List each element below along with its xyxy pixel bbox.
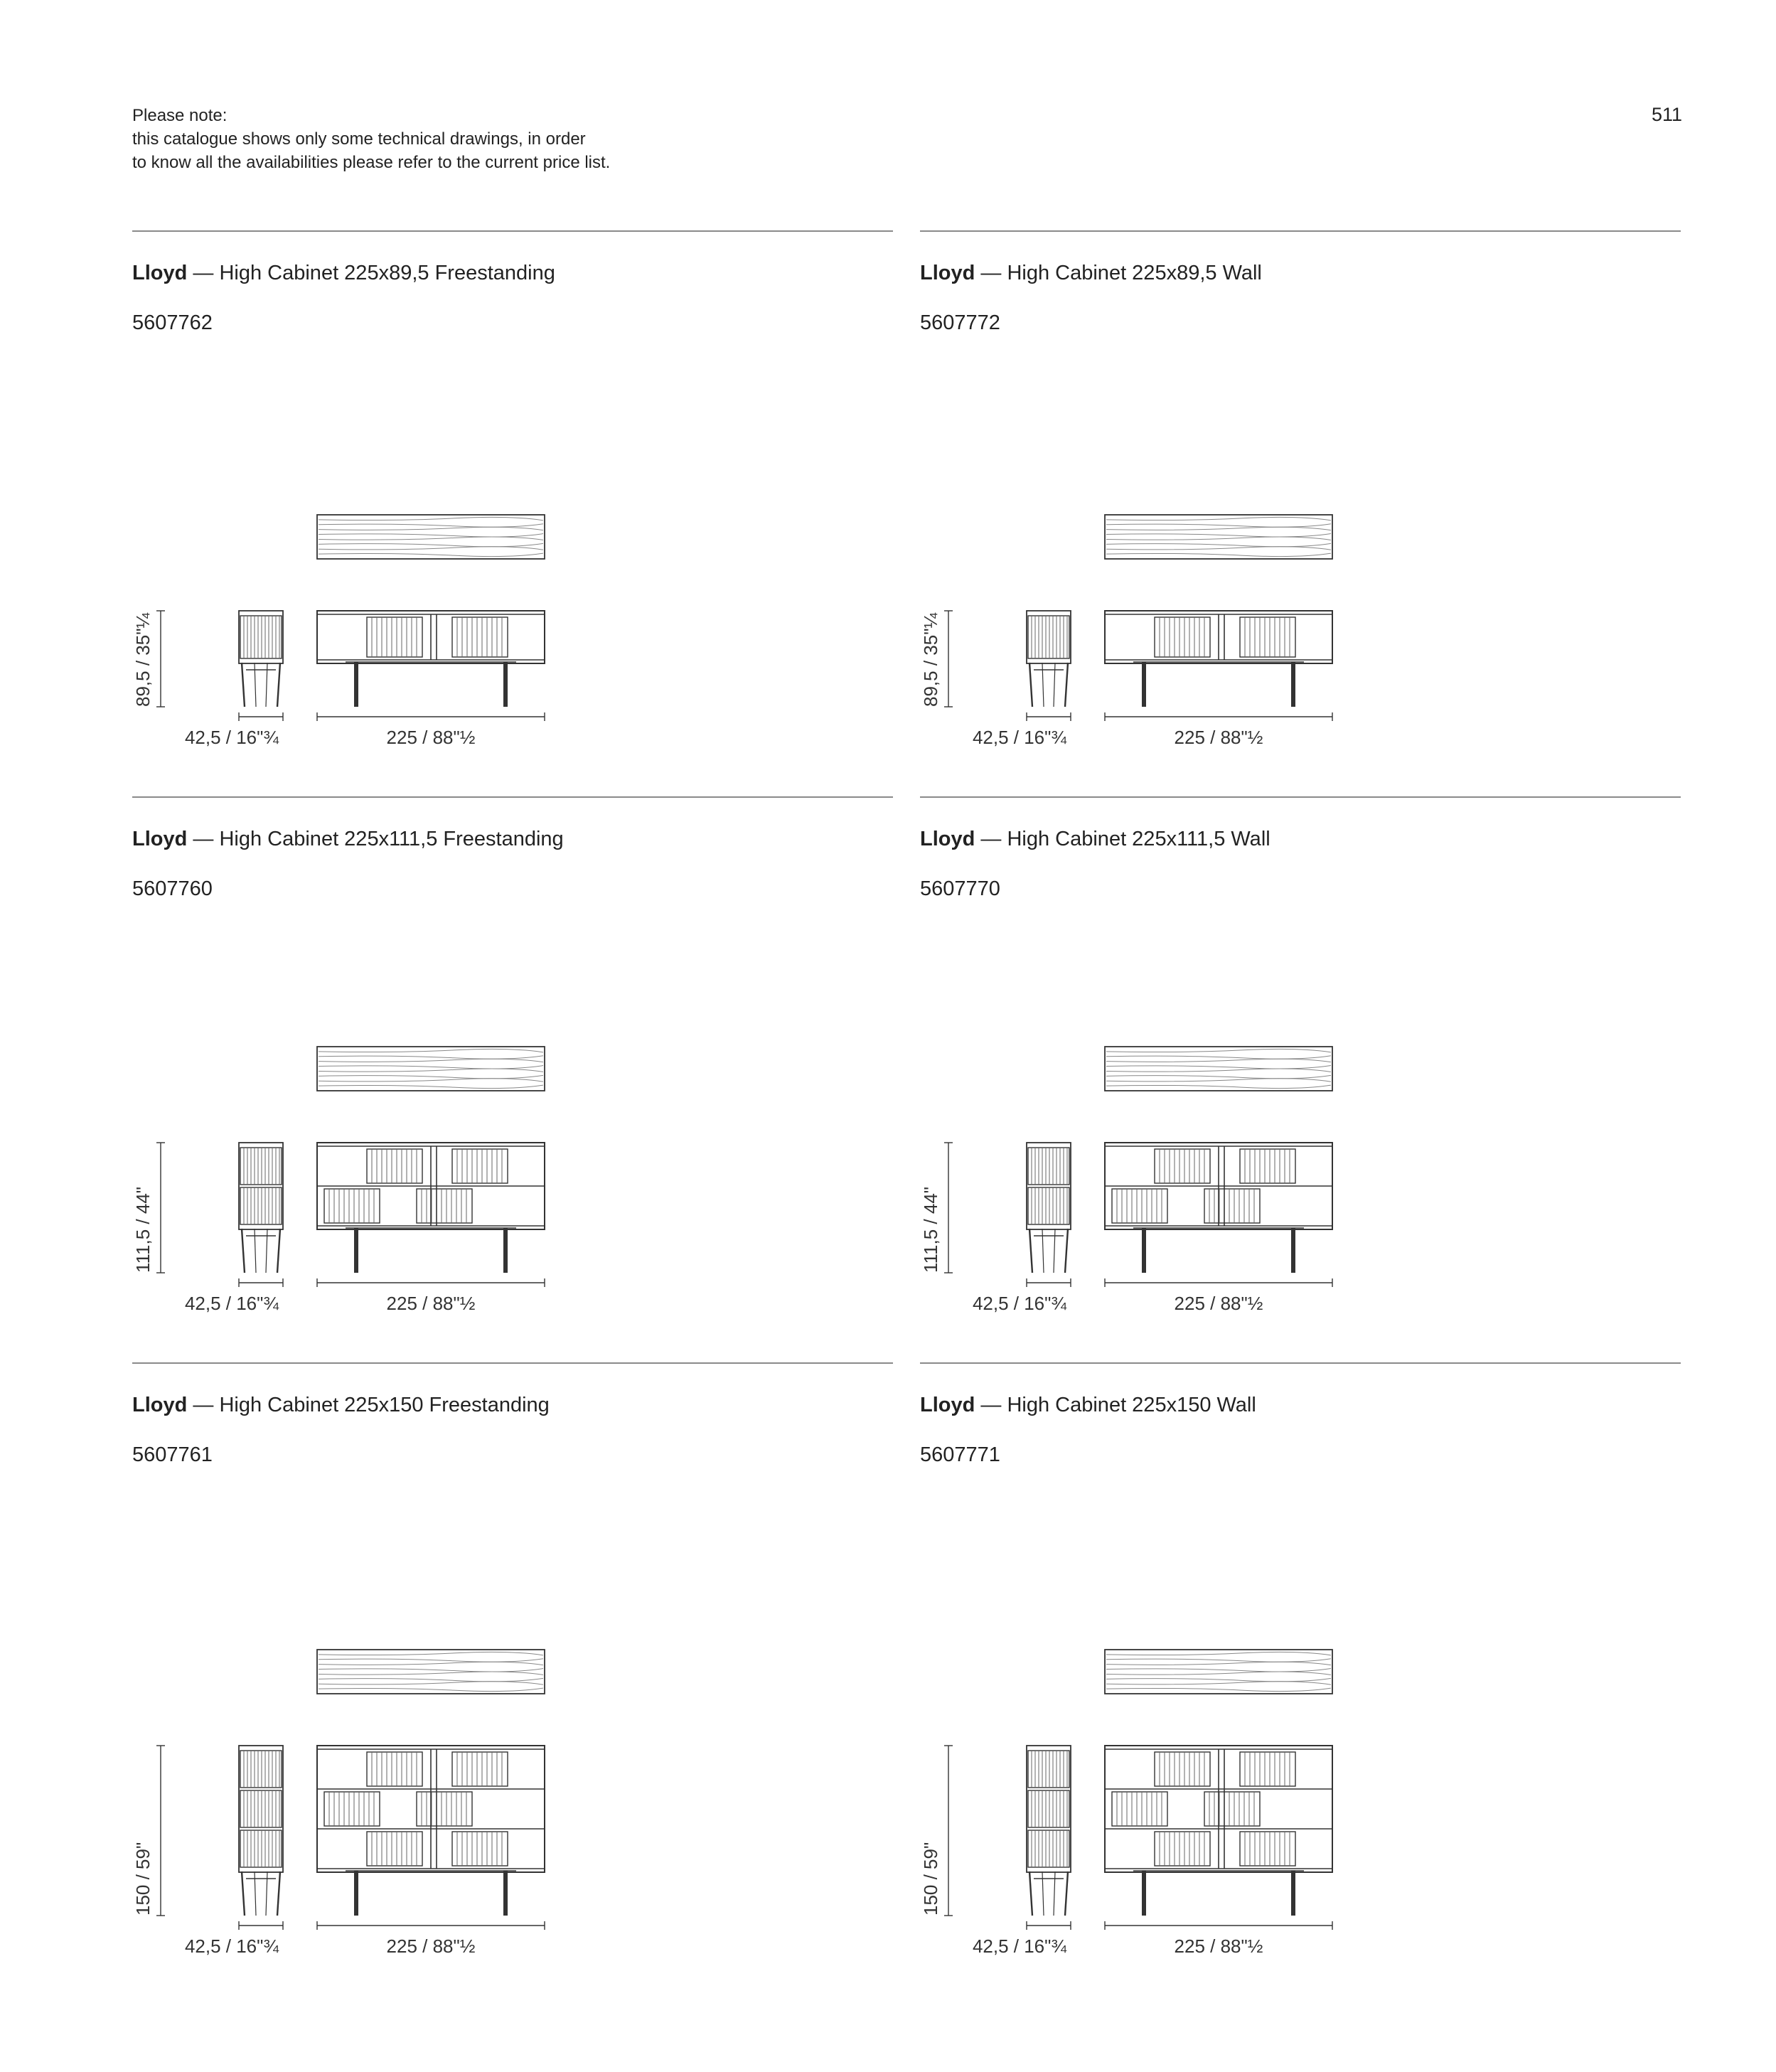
side-view <box>239 611 283 707</box>
product-brand: Lloyd <box>132 262 188 284</box>
fluted-panel <box>1204 1792 1260 1826</box>
depth-label: 42,5 / 16"¾ <box>972 1293 1067 1314</box>
width-dimensions <box>185 712 545 748</box>
plan-view <box>1105 1047 1332 1091</box>
product-code: 5607772 <box>920 311 1000 334</box>
technical-drawing <box>920 232 1681 801</box>
leg <box>1142 1871 1146 1916</box>
height-dimension <box>920 1143 953 1273</box>
note-line: to know all the availabilities please refer to the current price list. <box>132 153 611 172</box>
fluted-panel <box>1112 1792 1167 1826</box>
product-brand: Lloyd <box>920 1394 975 1416</box>
technical-drawing <box>920 1364 1681 2004</box>
fluted-panel <box>1155 1832 1210 1866</box>
product-panel <box>132 230 893 801</box>
fluted-panel <box>1155 1752 1210 1786</box>
front-view <box>317 1746 545 1916</box>
fluted-panel <box>452 1832 508 1866</box>
width-label: 225 / 88"½ <box>1174 1293 1263 1314</box>
product-panel <box>920 1362 1681 1957</box>
depth-label: 42,5 / 16"¾ <box>184 727 279 748</box>
leg <box>1142 662 1146 707</box>
width-dimensions <box>973 1278 1332 1314</box>
depth-label: 42,5 / 16"¾ <box>972 1935 1067 1957</box>
fluted-panel <box>1028 1751 1069 1788</box>
product-panel <box>132 1362 893 1957</box>
fluted-panel <box>452 1149 508 1183</box>
product-name: High Cabinet 225x111,5 Wall <box>1007 828 1271 850</box>
height-label: 111,5 / 44" <box>132 1186 154 1273</box>
plan-view <box>317 1650 545 1694</box>
product-brand: Lloyd <box>132 1394 188 1416</box>
product-name: High Cabinet 225x89,5 Freestanding <box>219 262 555 284</box>
side-view <box>1027 1143 1071 1273</box>
fluted-panel <box>417 1189 472 1223</box>
front-view <box>1105 1143 1332 1273</box>
width-dimensions <box>185 1921 545 1957</box>
product-brand: Lloyd <box>132 828 188 850</box>
side-view <box>1027 1746 1071 1916</box>
title-separator: — <box>193 262 214 284</box>
fluted-panel <box>1155 617 1210 657</box>
product-name: High Cabinet 225x89,5 Wall <box>1007 262 1262 284</box>
width-label: 225 / 88"½ <box>386 727 476 748</box>
width-dimensions <box>185 1278 545 1314</box>
fluted-panel <box>367 1149 422 1183</box>
fluted-panel <box>1240 617 1295 657</box>
height-label: 150 / 59" <box>132 1842 154 1916</box>
fluted-panel <box>452 617 508 657</box>
product-code: 5607760 <box>132 877 213 900</box>
width-label: 225 / 88"½ <box>1174 1935 1263 1957</box>
fluted-panel <box>367 1752 422 1786</box>
leg <box>354 662 358 707</box>
plan-view <box>1105 1650 1332 1694</box>
fluted-panel <box>1112 1189 1167 1223</box>
cabinet-side <box>239 1746 283 1872</box>
fluted-panel <box>240 1148 282 1185</box>
leg <box>503 1228 508 1273</box>
leg <box>1291 662 1295 707</box>
height-dimension <box>132 1746 165 1916</box>
catalogue-note <box>132 104 610 174</box>
front-view <box>1105 1746 1332 1916</box>
height-dimension <box>132 1143 165 1273</box>
fluted-panel <box>240 1187 282 1224</box>
technical-drawing <box>920 798 1681 1367</box>
fluted-panel <box>1240 1832 1295 1866</box>
fluted-panel <box>1028 1790 1069 1827</box>
plan-view <box>1105 515 1332 559</box>
leg <box>503 662 508 707</box>
width-dimensions <box>973 712 1332 748</box>
leg <box>354 1871 358 1916</box>
front-view <box>317 1143 545 1273</box>
fluted-panel <box>324 1792 380 1826</box>
height-dimension <box>920 611 953 707</box>
leg <box>1291 1871 1295 1916</box>
plan-view <box>317 1047 545 1091</box>
page-number: 511 <box>1651 104 1682 125</box>
product-name: High Cabinet 225x150 Wall <box>1007 1394 1256 1416</box>
fluted-panel <box>240 1830 282 1867</box>
side-view <box>239 1746 283 1916</box>
fluted-panel <box>417 1792 472 1826</box>
cabinet-side <box>1027 1746 1071 1872</box>
width-label: 225 / 88"½ <box>386 1935 476 1957</box>
product-panel <box>132 796 893 1367</box>
plan-view <box>317 515 545 559</box>
fluted-panel <box>324 1189 380 1223</box>
fluted-panel <box>1028 1830 1069 1867</box>
fluted-panel <box>452 1752 508 1786</box>
depth-label: 42,5 / 16"¾ <box>972 727 1067 748</box>
title-separator: — <box>193 1394 214 1416</box>
fluted-panel <box>240 1751 282 1788</box>
note-line: this catalogue shows only some technical drawings, in order <box>132 129 586 149</box>
fluted-panel <box>367 1832 422 1866</box>
leg <box>503 1871 508 1916</box>
note-line: Please note: <box>132 106 228 125</box>
width-label: 225 / 88"½ <box>386 1293 476 1314</box>
fluted-panel <box>1028 616 1069 658</box>
cabinet-side <box>1027 1143 1071 1229</box>
front-view <box>317 611 545 707</box>
width-dimensions <box>973 1921 1332 1957</box>
product-brand: Lloyd <box>920 262 975 284</box>
side-view <box>1027 611 1071 707</box>
product-code: 5607762 <box>132 311 213 334</box>
product-panel <box>920 796 1681 1367</box>
technical-drawing <box>132 1364 893 2004</box>
product-code: 5607761 <box>132 1443 213 1466</box>
front-view <box>1105 611 1332 707</box>
fluted-panel <box>1240 1149 1295 1183</box>
title-separator: — <box>980 828 1002 850</box>
product-code: 5607771 <box>920 1443 1000 1466</box>
product-brand: Lloyd <box>920 828 975 850</box>
side-view <box>239 1143 283 1273</box>
product-code: 5607770 <box>920 877 1000 900</box>
fluted-panel <box>240 616 282 658</box>
cabinet-side <box>239 1143 283 1229</box>
product-name: High Cabinet 225x150 Freestanding <box>219 1394 550 1416</box>
title-separator: — <box>193 828 214 850</box>
fluted-panel <box>1204 1189 1260 1223</box>
fluted-panel <box>367 617 422 657</box>
height-label: 111,5 / 44" <box>920 1186 941 1273</box>
leg <box>354 1228 358 1273</box>
height-label: 150 / 59" <box>920 1842 941 1916</box>
leg <box>1142 1228 1146 1273</box>
fluted-panel <box>240 1790 282 1827</box>
height-dimension <box>920 1746 953 1916</box>
fluted-panel <box>1155 1149 1210 1183</box>
depth-label: 42,5 / 16"¾ <box>184 1935 279 1957</box>
height-dimension <box>132 611 165 707</box>
cabinet-side <box>239 611 283 663</box>
technical-drawing <box>132 232 893 801</box>
height-label: 89,5 / 35"¼ <box>920 612 941 707</box>
technical-drawing <box>132 798 893 1367</box>
fluted-panel <box>1028 1148 1069 1185</box>
title-separator: — <box>980 262 1002 284</box>
product-panel <box>920 230 1681 801</box>
depth-label: 42,5 / 16"¾ <box>184 1293 279 1314</box>
cabinet-side <box>1027 611 1071 663</box>
fluted-panel <box>1240 1752 1295 1786</box>
leg <box>1291 1228 1295 1273</box>
product-name: High Cabinet 225x111,5 Freestanding <box>219 828 564 850</box>
title-separator: — <box>980 1394 1002 1416</box>
fluted-panel <box>1028 1187 1069 1224</box>
height-label: 89,5 / 35"¼ <box>132 612 154 707</box>
width-label: 225 / 88"½ <box>1174 727 1263 748</box>
